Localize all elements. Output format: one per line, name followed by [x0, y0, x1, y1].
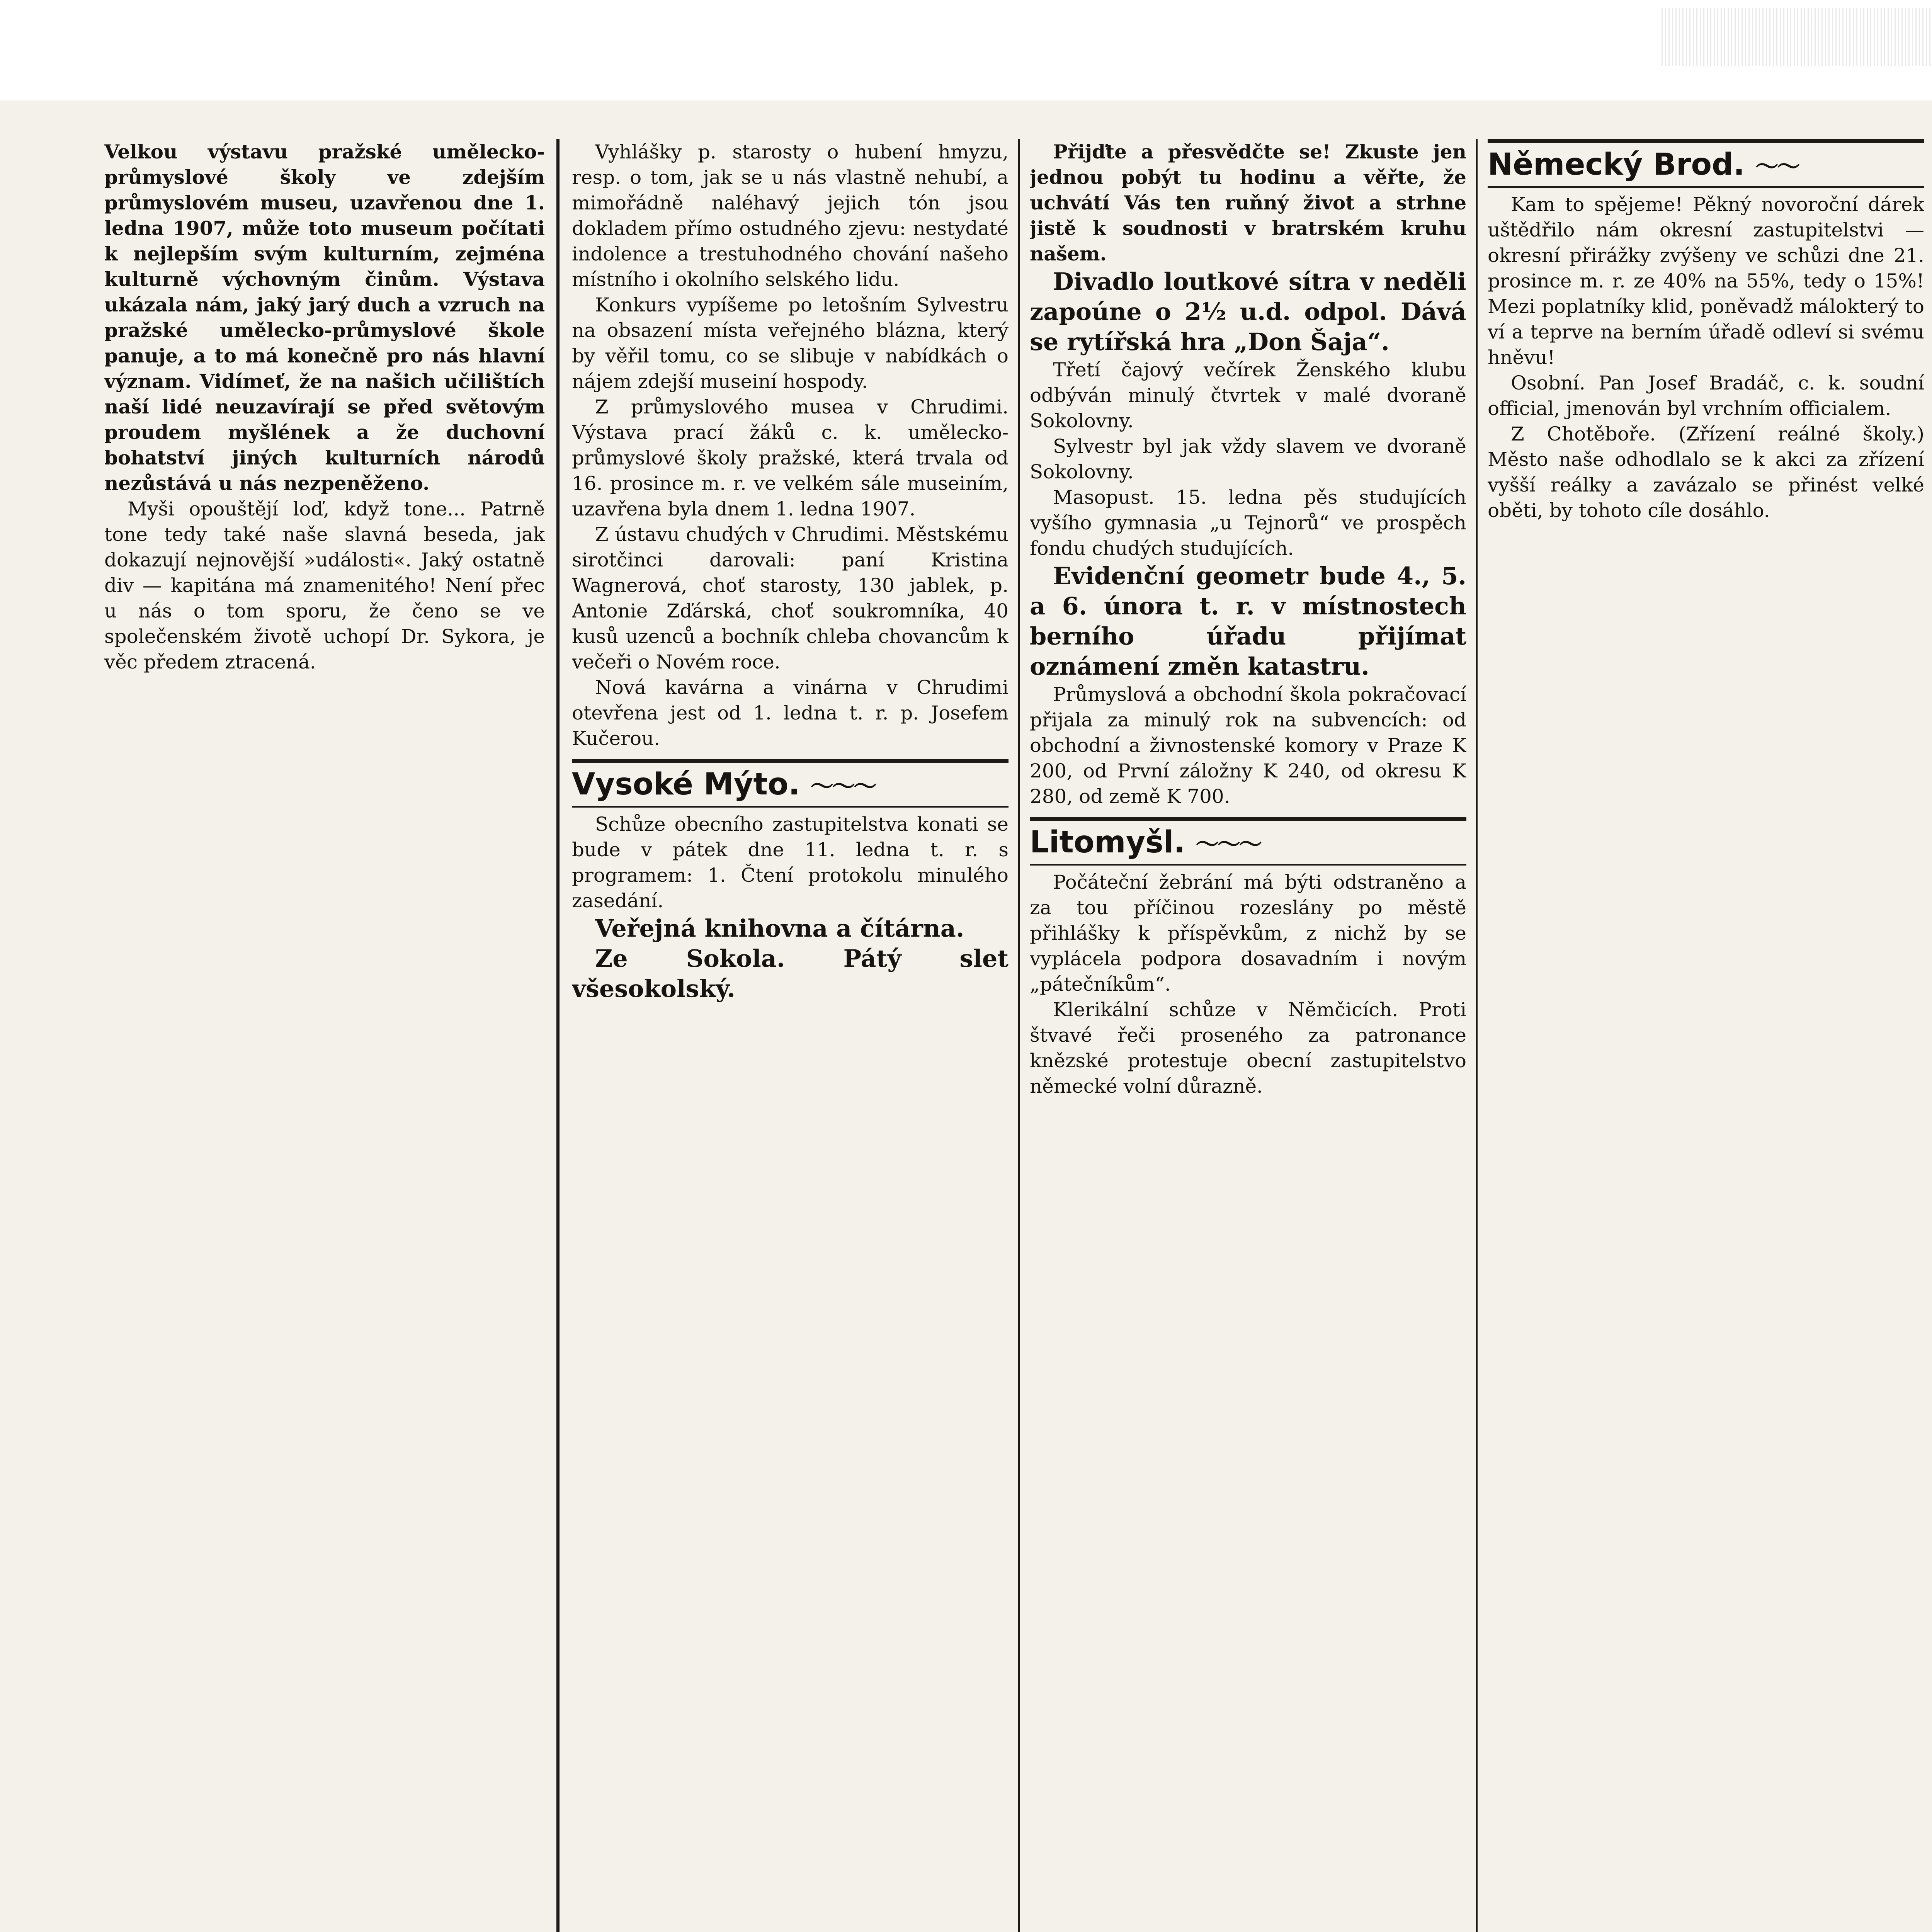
- article-paragraph: Z ústavu chudých v Chrudimi. Městskému sirotčinci darovali: paní Kristina Wagnerová, choť starosty, 130 jablek, p. Antonie Zďárská, choť soukromníka, 40 kusů uzenců a bochník chleba chovancům k večeři o Novém roce.: [572, 523, 1009, 673]
- flourish-ornament: 〜〜〜: [810, 773, 876, 800]
- article-paragraph: Myši opouštějí loď, když tone... Patrně tone tedy také naše slavná beseda, jak dokazují nejnovější »události«. Jaký ostatně div — kapitána má znamenitého! Není přec u nás o tom sporu, že čeno se ve společenském životě uchopí Dr. Sykora, je věc předem ztracená.: [104, 498, 545, 673]
- column-1: [104, 139, 545, 1932]
- scan-noise: [1662, 8, 1932, 66]
- article-paragraph: Třetí čajový večírek Ženského klubu odbýván minulý čtvrtek v malé dvoraně Sokolovny.: [1030, 359, 1466, 432]
- column-divider: [556, 139, 560, 1932]
- article-paragraph: Konkurs vypíšeme po letošním Sylvestru na obsazení místa veřejného blázna, který by věřil tomu, co se slibuje v nabídkách o nájem zdejší museiní hospody.: [572, 294, 1009, 393]
- section-title-nemecky-brod: [1488, 139, 1924, 188]
- flourish-ornament: 〜〜〜: [1196, 831, 1261, 858]
- article-paragraph: Nová kavárna a vinárna v Chrudimi otevřena jest od 1. ledna t. r. p. Josefem Kučerou.: [572, 676, 1009, 750]
- flourish-ornament: 〜〜: [1755, 153, 1799, 180]
- article-subheading: Ze Sokola. Pátý slet všesokolský.: [572, 944, 1009, 1003]
- article-paragraph: Z Chotěboře. (Zřízení reálné školy.) Město naše odhodlalo se k akci za zřízení vyšší reálky a zavázalo se přinést velké oběti, by tohoto cíle dosáhlo.: [1488, 423, 1924, 522]
- article-paragraph: Přijďte a přesvědčte se! Zkuste jen jednou pobýt tu hodinu a věřte, že uchvátí Vás ten ruňný život a strhne jistě k soudnosti v bratrském kruhu našem.: [1030, 140, 1466, 265]
- column-2: [572, 139, 1009, 1932]
- section-title-vysoke-myto: [572, 759, 1009, 808]
- section-title-text: Německý Brod.: [1488, 147, 1745, 182]
- article-paragraph: Velkou výstavu pražské umělecko-průmyslové školy ve zdejším průmyslovém museu, uzavřenou dne 1. ledna 1907, může toto museum počítati k nejlepším svým kulturním, zejména kulturně výchovným činům. Výstava ukázala nám, jaký jarý duch a vzruch na pražské umělecko-průmyslové škole panuje, a to má konečně pro nás hlavní význam. Vidímeť, že na našich učilištích naší lidé neuzavírají se před světovým proudem myšlének a že duchovní bohatství jiných kulturních národů nezůstává u nás nezpeněženo.: [104, 140, 545, 495]
- section-title-text: Vysoké Mýto.: [572, 767, 800, 802]
- article-subheading: Veřejná knihovna a čítárna.: [595, 914, 964, 942]
- column-divider: [1018, 139, 1020, 1932]
- section-title-litomysl: [1030, 817, 1466, 866]
- article-subheading: Divadlo loutkové sítra v neděli zapoúne o 2½ u.d. odpol. Dává se rytířská hra „Don Šaja“.: [1030, 267, 1466, 356]
- column-divider: [1476, 139, 1478, 1932]
- article-paragraph: Kam to spějeme! Pěkný novoroční dárek uštědřilo nám okresní zastupitelstvi — okresní přirážky zvýšeny ve schůzi dne 21. prosince m. r. ze 40% na 55%, tedy o 15%! Mezi poplatníky klid, poněvadž málokterý to ví a teprve na berním úřadě odleví si svému hněvu!: [1488, 193, 1924, 369]
- article-paragraph: Sylvestr byl jak vždy slavem ve dvoraně Sokolovny.: [1030, 435, 1466, 483]
- article-paragraph: Počáteční žebrání má býti odstraněno a za tou příčinou rozeslány po městě přihlášky k příspěvkům, z nichž by se vyplácela podpora dosavadním i novým „pátečníkům“.: [1030, 871, 1466, 995]
- article-paragraph: Z průmyslového musea v Chrudimi. Výstava prací žáků c. k. umělecko-průmyslové školy pražské, která trvala od 16. prosince m. r. ve velkém sále museiním, uzavřena byla dnem 1. ledna 1907.: [572, 396, 1009, 520]
- scan-top-margin: [0, 0, 1932, 100]
- section-title-text: Litomyšl.: [1030, 825, 1185, 860]
- column-3: [1030, 139, 1466, 1932]
- article-paragraph: Masopust. 15. ledna pěs studujících vyšího gymnasia „u Tejnorů“ ve prospěch fondu chudých studujících.: [1030, 486, 1466, 560]
- article-paragraph: Průmyslová a obchodní škola pokračovací přijala za minulý rok na subvencích: od obchodní a živnostenské komory v Praze K 200, od První záložny K 240, od okresu K 280, od země K 700.: [1030, 683, 1466, 808]
- column-4: [1488, 139, 1924, 1932]
- article-paragraph: Osobní. Pan Josef Bradáč, c. k. soudní official, jmenován byl vrchním officialem.: [1488, 372, 1924, 420]
- article-subheading: Evidenční geometr bude 4., 5. a 6. února t. r. v místnostech berního úřadu přijímat oznámení změn katastru.: [1030, 562, 1466, 680]
- article-paragraph: Klerikální schůze v Němčicích. Proti štvavé řeči proseného za patronance knězské protestuje obecní zastupitelstvo německé volní důrazně.: [1030, 998, 1466, 1097]
- article-paragraph: Schůze obecního zastupitelstva konati se bude v pátek dne 11. ledna t. r. s programem: 1. Čtení protokolu minulého zasedání.: [572, 813, 1009, 912]
- article-paragraph: Vyhlášky p. starosty o hubení hmyzu, resp. o tom, jak se u nás vlastně nehubí, a mimořádně naléhavý jejich tón jsou dokladem přímo ostudného zjevu: nestydaté indolence a trestuhodného chování našeho místního i okolního selského lidu.: [572, 141, 1009, 291]
